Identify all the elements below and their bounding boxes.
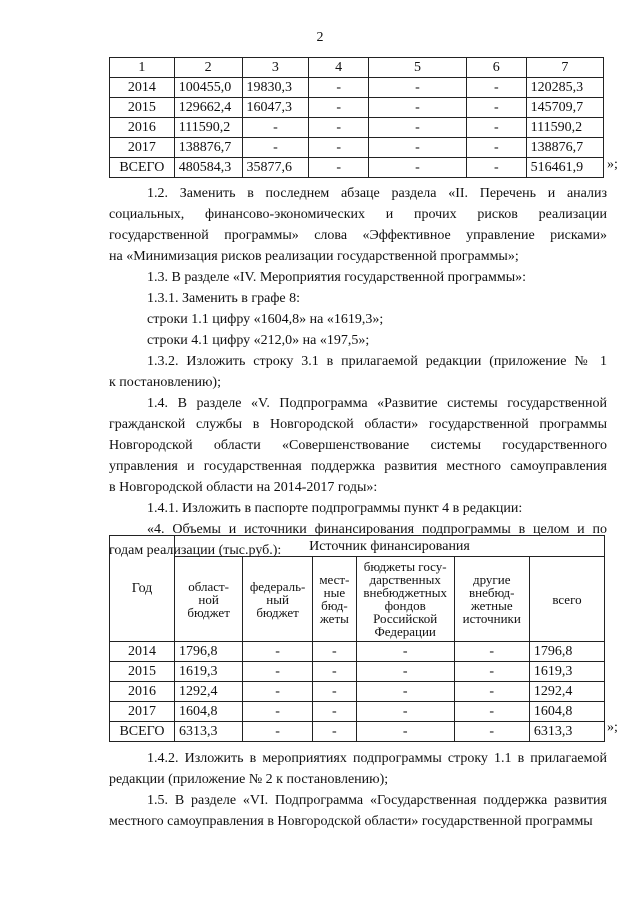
value-cell: - [312,722,356,742]
value-cell: 100455,0 [174,78,242,98]
value-cell: - [243,722,313,742]
value-cell: - [356,682,454,702]
value-cell: - [312,642,356,662]
financing-table-program-body [110,58,604,178]
value-cell: - [243,642,313,662]
year-cell: 2015 [110,98,175,118]
year-cell: 2016 [110,118,175,138]
value-cell: 111590,2 [174,118,242,138]
table-row [110,642,605,662]
year-cell: 2015 [110,662,175,682]
year-cell: ВСЕГО [110,722,175,742]
year-cell: 2016 [110,682,175,702]
value-cell: - [454,662,529,682]
table-row [110,98,604,118]
value-cell: - [369,138,467,158]
value-cell: - [369,98,467,118]
paragraph [109,393,607,498]
paragraph [109,748,607,790]
value-cell: - [309,78,369,98]
value-cell: - [466,158,526,178]
page-number: 2 [316,30,324,45]
column-header: другие внебюд- жетные источники [454,557,529,642]
table-row [110,662,605,682]
column-number: 2 [174,58,242,78]
paragraph-line: социальных, финансово-экономических и прочих рисков реализации [109,207,607,222]
paragraph [109,288,607,309]
year-cell: 2014 [110,78,175,98]
year-header: Год [110,536,175,642]
table-header-row [110,536,605,557]
paragraph-line: 1.4.1. Изложить в паспорте подпрограммы пункт 4 в редакции: [147,501,523,516]
value-cell: 120285,3 [526,78,603,98]
value-cell: 1292,4 [529,682,604,702]
value-cell: 138876,7 [526,138,603,158]
value-cell: 1619,3 [529,662,604,682]
paragraph-line: управления и государственная поддержка развития местного самоуправления [109,459,607,474]
paragraph-line: строки 1.1 цифру «1604,8» на «1619,3»; [147,312,384,327]
paragraph-line: в Новгородской области на 2014-2017 годы»: [109,480,378,495]
value-cell: 129662,4 [174,98,242,118]
column-header: мест- ные бюд- жеты [312,557,356,642]
paragraph-line: 1.3.2. Изложить строку 3.1 в прилагаемой редакции (приложение № 1 [147,354,607,369]
paragraph-line: «4. Объемы и источники финансирования подпрограммы в целом и по [147,522,607,537]
value-cell: 138876,7 [174,138,242,158]
value-cell: - [454,642,529,662]
paragraph-line: 1.5. В разделе «VI. Подпрограмма «Государственная поддержка развития [147,793,607,808]
value-cell: 35877,6 [242,158,309,178]
table-row [110,118,604,138]
paragraph-line: 1.4. В разделе «V. Подпрограмма «Развитие системы государственной [147,396,607,411]
year-cell: 2014 [110,642,175,662]
financing-table-program [109,57,604,178]
value-cell: 1292,4 [175,682,243,702]
value-cell: 111590,2 [526,118,603,138]
value-cell: - [243,682,313,702]
value-cell: - [356,702,454,722]
paragraph [109,498,607,519]
financing-table-subprogram [109,535,605,742]
value-cell: - [454,682,529,702]
table-row [110,158,604,178]
paragraph-line: Новгородской области «Совершенствование системы государственного [109,438,607,453]
value-cell: - [466,118,526,138]
value-cell: - [356,662,454,682]
value-cell: - [242,138,309,158]
value-cell: - [312,682,356,702]
paragraph-line: местного самоуправления в Новгородской области» государственной программы [109,814,593,829]
paragraph-line: 1.2. Заменить в последнем абзаце раздела «II. Перечень и анализ [147,186,607,201]
paragraph-line: годам реализации (тыс.руб.): [109,543,282,558]
paragraph-line: 1.3.1. Заменить в графе 8: [147,291,301,306]
column-header: област- ной бюджет [175,557,243,642]
value-cell: 6313,3 [529,722,604,742]
value-cell: - [466,138,526,158]
value-cell: - [369,118,467,138]
value-cell: - [369,78,467,98]
value-cell: 1796,8 [529,642,604,662]
paragraph-line: редакции (приложение № 2 к постановлению); [109,772,389,787]
value-cell: - [242,118,309,138]
table-header-row [110,58,604,78]
table-closing-quote: »; [607,720,618,735]
paragraph-line: к постановлению); [109,375,221,390]
paragraph-line: 1.4.2. Изложить в мероприятиях подпрограммы строку 1.1 в прилагаемой [147,751,607,766]
value-cell: - [454,702,529,722]
value-cell: - [356,722,454,742]
financing-table-subprogram-body [110,642,605,742]
table-closing-quote: »; [607,157,618,172]
column-number: 5 [369,58,467,78]
column-number: 3 [242,58,309,78]
value-cell: - [454,722,529,742]
value-cell: 1604,8 [529,702,604,722]
source-header: Источник финансирования [175,536,605,557]
value-cell: 145709,7 [526,98,603,118]
year-cell: ВСЕГО [110,158,175,178]
value-cell: - [466,98,526,118]
column-number: 7 [526,58,603,78]
value-cell: 480584,3 [174,158,242,178]
paragraph-line: гражданской службы в Новгородской области» государственной программы [109,417,607,432]
value-cell: 16047,3 [242,98,309,118]
financing-table-subprogram-header [110,536,605,642]
value-cell: 1604,8 [175,702,243,722]
year-cell: 2017 [110,702,175,722]
column-header: бюджеты госу- дарственных внебюджетных фондов Российской Федерации [356,557,454,642]
paragraph-line: 1.3. В разделе «IV. Мероприятия государственной программы»: [147,270,527,285]
value-cell: 19830,3 [242,78,309,98]
value-cell: - [309,98,369,118]
paragraph [109,330,607,351]
column-number: 4 [309,58,369,78]
paragraph [109,309,607,330]
value-cell: - [312,662,356,682]
year-cell: 2017 [110,138,175,158]
value-cell: - [309,138,369,158]
paragraph [109,351,607,393]
value-cell: - [309,118,369,138]
column-number: 6 [466,58,526,78]
value-cell: - [466,78,526,98]
paragraph-line: на «Минимизация рисков реализации государственной программы»; [109,249,519,264]
paragraph [109,267,607,288]
column-header: федераль- ный бюджет [243,557,313,642]
value-cell: 1619,3 [175,662,243,682]
paragraph [109,183,607,267]
table-row [110,138,604,158]
paragraph-line: государственной программы» слова «Эффективное управление рисками» [109,228,607,243]
value-cell: 1796,8 [175,642,243,662]
value-cell: - [356,642,454,662]
value-cell: - [243,702,313,722]
value-cell: - [369,158,467,178]
value-cell: - [243,662,313,682]
paragraph [109,790,607,832]
value-cell: 516461,9 [526,158,603,178]
table-header-row [110,557,605,642]
value-cell: 6313,3 [175,722,243,742]
table-row [110,682,605,702]
table-row [110,722,605,742]
column-header: всего [529,557,604,642]
table-row [110,78,604,98]
column-number: 1 [110,58,175,78]
paragraph-line: строки 4.1 цифру «212,0» на «197,5»; [147,333,370,348]
table-row [110,702,605,722]
value-cell: - [312,702,356,722]
value-cell: - [309,158,369,178]
